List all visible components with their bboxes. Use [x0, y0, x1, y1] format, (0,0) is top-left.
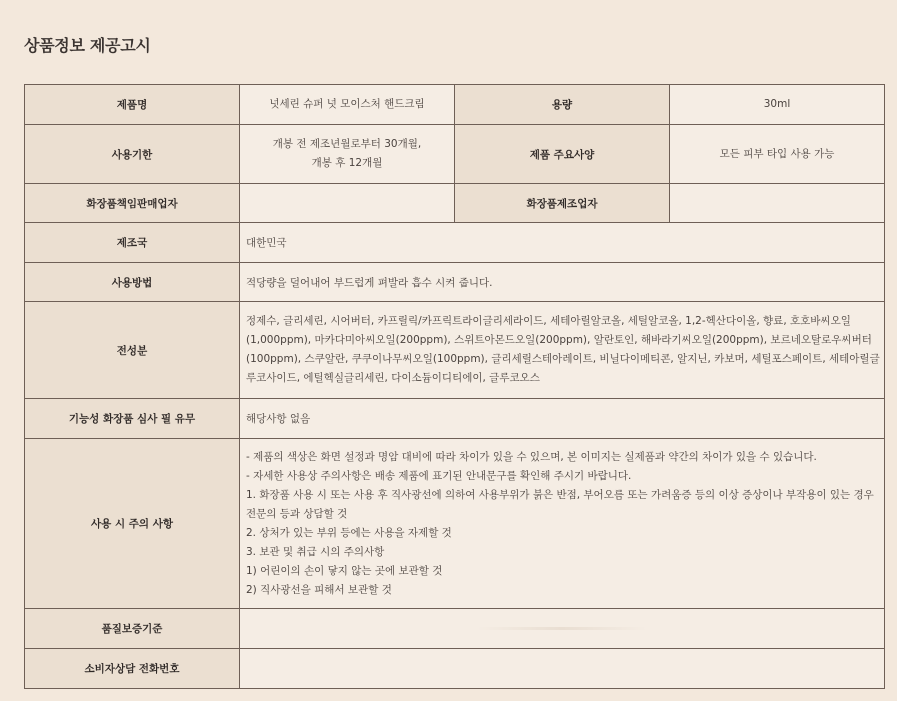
ingredients-line: 정제수, 글리세린, 시어버터, 카프릴릭/카프릭트라이글리세라이드, 세테아릴알코올, 세틸알코올, 1,2-헥산다이올, 향료, 호호바씨오일 — [246, 315, 851, 327]
phone-value — [240, 649, 885, 689]
row-ingredients — [25, 302, 885, 399]
caution-line: - 자세한 사용상 주의사항은 배송 제품에 표기된 안내문구를 확인해 주시기 바랍니다. — [246, 469, 632, 482]
spec-label: 제품 주요사양 — [455, 125, 670, 184]
product-name-label: 제품명 — [25, 85, 240, 125]
row-product-name — [25, 85, 885, 125]
capacity-label: 용량 — [455, 85, 670, 125]
seller-label: 화장품책임판매업자 — [25, 184, 240, 223]
caution-line: 1. 화장품 사용 시 또는 사용 후 직사광선에 의하여 사용부위가 붉은 반점, 부어오름 또는 가려움증 등의 이상 증상이나 부작용이 있는 경우 — [246, 488, 874, 501]
row-caution — [25, 439, 885, 609]
origin-label: 제조국 — [25, 223, 240, 263]
row-origin — [25, 223, 885, 263]
caution-line: 1) 어린이의 손이 닿지 않는 곳에 보관할 것 — [246, 564, 443, 577]
expiry-line: 개봉 전 제조년월로부터 30개월, — [272, 138, 422, 150]
row-functional — [25, 399, 885, 439]
usage-label: 사용방법 — [25, 263, 240, 302]
maker-label: 화장품제조업자 — [455, 184, 670, 223]
row-seller-maker — [25, 184, 885, 223]
phone-label: 소비자상담 전화번호 — [25, 649, 240, 689]
caution-line: 전문의 등과 상담할 것 — [246, 507, 348, 520]
ingredients-line: (1,000ppm), 마카다미아씨오일(200ppm), 스위트아몬드오일(200ppm), 알란토인, 해바라기씨오일(200ppm), 보르네오탈로우씨버터 — [246, 334, 872, 346]
seller-value — [240, 184, 455, 223]
caution-value — [240, 439, 885, 609]
spec-value: 모든 피부 타입 사용 가능 — [670, 125, 885, 184]
expiry-label: 사용기한 — [25, 125, 240, 184]
functional-value: 해당사항 없음 — [240, 399, 885, 439]
ingredients-line: (100ppm), 스쿠알란, 쿠쿠이나무씨오일(100ppm), 글리세릴스테아레이트, 비닐다이메티콘, 알지닌, 카보머, 세틸포스페이트, 세테아릴글 — [246, 353, 880, 365]
ingredients-value — [240, 302, 885, 399]
row-usage — [25, 263, 885, 302]
caution-line: 2. 상처가 있는 부위 등에는 사용을 자제할 것 — [246, 526, 452, 539]
caution-line: 2) 직사광선을 피해서 보관할 것 — [246, 583, 392, 596]
expiry-line: 개봉 후 12개월 — [311, 157, 383, 169]
row-quality — [25, 609, 885, 649]
expiry-value — [240, 125, 455, 184]
caution-line: 3. 보관 및 취급 시의 주의사항 — [246, 545, 385, 558]
ingredients-label: 전성분 — [25, 302, 240, 399]
product-name-value: 넛세린 슈퍼 넛 모이스처 핸드크림 — [240, 85, 455, 125]
origin-value: 대한민국 — [240, 223, 885, 263]
usage-value: 적당량을 덜어내어 부드럽게 펴발라 흡수 시켜 줍니다. — [240, 263, 885, 302]
caution-label: 사용 시 주의 사항 — [25, 439, 240, 609]
row-phone — [25, 649, 885, 689]
ingredients-line: 루코사이드, 에틸헥실글리세린, 다이소듐이디티에이, 글루코오스 — [246, 372, 540, 384]
row-expiry — [25, 125, 885, 184]
maker-value — [670, 184, 885, 223]
caution-line: - 제품의 색상은 화면 설정과 명암 대비에 따라 차이가 있을 수 있으며, 본 이미지는 실제품과 약간의 차이가 있을 수 있습니다. — [246, 450, 817, 463]
quality-label: 품질보증기준 — [25, 609, 240, 649]
page-title: 상품정보 제공고시 — [24, 36, 151, 55]
product-info-table — [24, 84, 885, 689]
blurred-text-mark — [477, 627, 647, 630]
functional-label: 기능성 화장품 심사 필 유무 — [25, 399, 240, 439]
capacity-value: 30ml — [670, 85, 885, 125]
quality-value — [240, 609, 885, 649]
